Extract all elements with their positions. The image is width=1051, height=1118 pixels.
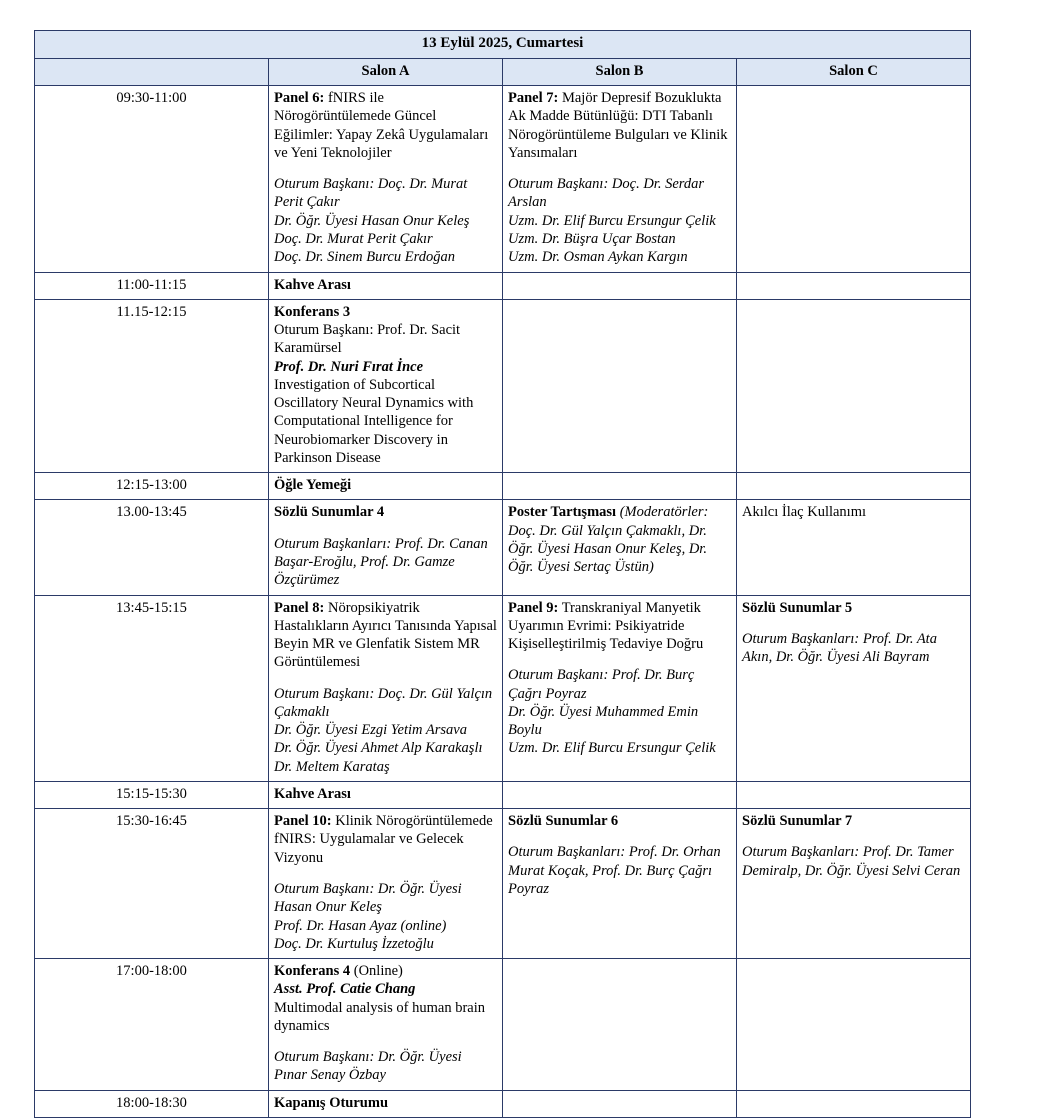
time-slot: 18:00-18:30 [35, 1090, 269, 1117]
session-speaker: Doç. Dr. Murat Perit Çakır [274, 231, 433, 248]
column-header-row [35, 58, 971, 85]
time-slot: 13:45-15:15 [35, 595, 269, 781]
cell-salon-b [503, 1090, 737, 1117]
cell-salon-b [503, 86, 737, 272]
schedule-table [34, 30, 971, 1118]
cell-salon-c [737, 473, 971, 500]
spacer [274, 1035, 497, 1048]
session-chair: Oturum Başkanı: Prof. Dr. Sacit Karamürsel [274, 322, 461, 357]
spacer [274, 867, 497, 880]
session-title: Panel 7: Majör Depresif Bozuklukta Ak Madde Bütünlüğü: DTI Tabanlı Nörogörüntüleme Bulguları ve Klinik Yansımaları [508, 90, 728, 161]
session-title: Panel 9: Transkraniyal Manyetik Uyarımın Evrimi: Psikiyatride Kişiselleştirilmiş Tedaviye Doğru [508, 599, 704, 653]
time-slot: 12:15-13:00 [35, 473, 269, 500]
day-title: 13 Eylül 2025, Cumartesi [35, 31, 971, 59]
session-speaker: Uzm. Dr. Elif Burcu Ersungur Çelik [508, 212, 716, 229]
session-title: Akılcı İlaç Kullanımı [742, 504, 867, 521]
session-speaker: Dr. Öğr. Üyesi Ahmet Alp Karakaşlı [274, 740, 483, 757]
session-title: Kahve Arası [274, 276, 351, 293]
session-chair: Oturum Başkanı: Dr. Öğr. Üyesi Hasan Onur Keleş [274, 880, 462, 916]
session-chair: Oturum Başkanları: Prof. Dr. Orhan Murat Koçak, Prof. Dr. Burç Çağrı Poyraz [508, 844, 721, 897]
schedule-row [35, 473, 971, 500]
spacer [508, 653, 731, 666]
session-chair: Oturum Başkanları: Prof. Dr. Tamer Demiralp, Dr. Öğr. Üyesi Selvi Ceran [742, 844, 961, 879]
session-title: Öğle Yemeği [274, 477, 352, 494]
session-speaker: Prof. Dr. Hasan Ayaz (online) [274, 917, 447, 934]
time-slot: 09:30-11:00 [35, 86, 269, 272]
cell-salon-c [737, 595, 971, 781]
cell-salon-c [737, 272, 971, 299]
session-title: Kahve Arası [274, 785, 351, 802]
session-title: Kapanış Oturumu [274, 1094, 389, 1111]
spacer [274, 522, 497, 535]
session-title: Konferans 4 (Online) [274, 963, 403, 980]
cell-salon-a [269, 595, 503, 781]
session-speaker: Dr. Öğr. Üyesi Hasan Onur Keleş [274, 212, 470, 229]
session-speaker: Doç. Dr. Kurtuluş İzzetoğlu [274, 935, 434, 952]
cell-salon-c [737, 299, 971, 472]
schedule-table-body [35, 31, 971, 86]
session-chair: Oturum Başkanı: Doç. Dr. Murat Perit Çakır [274, 176, 468, 211]
schedule-row [35, 86, 971, 272]
cell-salon-a [269, 500, 503, 595]
cell-salon-b [503, 500, 737, 595]
session-title: Sözlü Sunumlar 7 [742, 813, 853, 830]
session-speaker: Doç. Dr. Sinem Burcu Erdoğan [274, 249, 455, 266]
spacer [742, 830, 965, 843]
session-title: Panel 10: Klinik Nörogörüntülemede fNIRS: Uygulamalar ve Gelecek Vizyonu [274, 813, 493, 866]
spacer [742, 617, 965, 630]
schedule-row [35, 299, 971, 472]
schedule-row [35, 959, 971, 1091]
column-header-time [35, 58, 269, 85]
session-title: Panel 6: fNIRS ile Nörogörüntülemede Güncel Eğilimler: Yapay Zekâ Uygulamaları ve Yeni Teknolojiler [274, 90, 489, 161]
session-title: Sözlü Sunumlar 4 [274, 504, 385, 521]
schedule-row [35, 1090, 971, 1117]
time-slot: 17:00-18:00 [35, 959, 269, 1091]
cell-salon-a [269, 272, 503, 299]
schedule-row [35, 781, 971, 808]
session-chair: Oturum Başkanı: Dr. Öğr. Üyesi Pınar Senay Özbay [274, 1049, 462, 1084]
cell-salon-c [737, 959, 971, 1091]
cell-salon-b [503, 595, 737, 781]
cell-salon-a [269, 86, 503, 272]
cell-salon-a [269, 781, 503, 808]
session-speaker: Uzm. Dr. Elif Burcu Ersungur Çelik [508, 740, 716, 757]
cell-salon-a [269, 959, 503, 1091]
talk-title: Investigation of Subcortical Oscillatory Neural Dynamics with Computational Intelligence for Neurobiomarker Discovery in Parkinson Disease [274, 376, 474, 466]
session-title: Poster Tartışması (Moderatörler: Doç. Dr. Gül Yalçın Çakmaklı, Dr. Öğr. Üyesi Hasan Onur Keleş, Dr. Öğr. Üyesi Sertaç Üstün) [508, 504, 709, 576]
keynote-speaker: Prof. Dr. Nuri Fırat İnce [274, 358, 424, 375]
cell-salon-a [269, 299, 503, 472]
cell-salon-b [503, 272, 737, 299]
session-title: Sözlü Sunumlar 6 [508, 813, 619, 830]
cell-salon-c [737, 86, 971, 272]
schedule-row [35, 595, 971, 781]
session-title: Panel 8: Nöropsikiyatrik Hastalıkların Ayırıcı Tanısında Yapısal Beyin MR ve Glenfatik Sistem MR Görüntülemesi [274, 599, 497, 671]
session-chair: Oturum Başkanları: Prof. Dr. Ata Akın, Dr. Öğr. Üyesi Ali Bayram [742, 630, 937, 666]
cell-salon-b [503, 959, 737, 1091]
spacer [508, 162, 731, 175]
spacer [508, 830, 731, 843]
cell-salon-c [737, 500, 971, 595]
cell-salon-c [737, 781, 971, 808]
cell-salon-b [503, 473, 737, 500]
time-slot: 13.00-13:45 [35, 500, 269, 595]
schedule-rows [35, 86, 971, 1118]
session-chair: Oturum Başkanı: Prof. Dr. Burç Çağrı Poyraz [508, 667, 695, 702]
cell-salon-a [269, 1090, 503, 1117]
cell-salon-b [503, 781, 737, 808]
schedule-row [35, 500, 971, 595]
schedule-row [35, 272, 971, 299]
session-speaker: Dr. Meltem Karataş [274, 758, 390, 775]
keynote-speaker: Asst. Prof. Catie Chang [274, 981, 416, 998]
talk-title: Multimodal analysis of human brain dynamics [274, 999, 486, 1034]
column-header-salon-b: Salon B [503, 58, 737, 85]
time-slot: 11:00-11:15 [35, 272, 269, 299]
time-slot: 11.15-12:15 [35, 299, 269, 472]
session-title: Sözlü Sunumlar 5 [742, 599, 853, 616]
cell-salon-a [269, 473, 503, 500]
session-title: Konferans 3 [274, 303, 351, 320]
session-speaker: Uzm. Dr. Osman Aykan Kargın [508, 249, 688, 266]
session-chair: Oturum Başkanı: Doç. Dr. Gül Yalçın Çakmaklı [274, 685, 493, 720]
time-slot: 15:30-16:45 [35, 809, 269, 959]
column-header-salon-a: Salon A [269, 58, 503, 85]
cell-salon-c [737, 809, 971, 959]
cell-salon-b [503, 809, 737, 959]
day-header-row [35, 31, 971, 59]
session-speaker: Uzm. Dr. Büşra Uçar Bostan [508, 231, 676, 248]
column-header-salon-c: Salon C [737, 58, 971, 85]
session-speaker: Dr. Öğr. Üyesi Muhammed Emin Boylu [508, 703, 699, 739]
spacer [274, 672, 497, 685]
time-slot: 15:15-15:30 [35, 781, 269, 808]
session-chair: Oturum Başkanları: Prof. Dr. Canan Başar-Eroğlu, Prof. Dr. Gamze Özçürümez [274, 535, 488, 589]
session-chair: Oturum Başkanı: Doç. Dr. Serdar Arslan [508, 176, 705, 211]
session-speaker: Dr. Öğr. Üyesi Ezgi Yetim Arsava [274, 722, 467, 739]
cell-salon-a [269, 809, 503, 959]
spacer [274, 162, 497, 175]
cell-salon-c [737, 1090, 971, 1117]
cell-salon-b [503, 299, 737, 472]
schedule-row [35, 809, 971, 959]
